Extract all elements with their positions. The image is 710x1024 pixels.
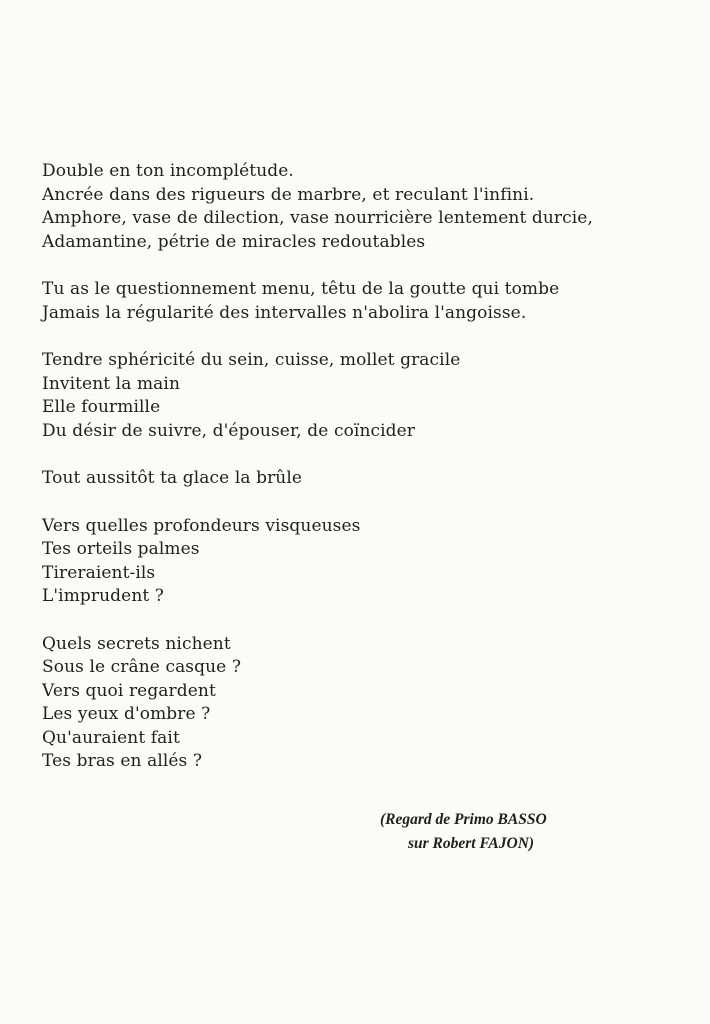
poem-line: Amphore, vase de dilection, vase nourricière lentement durcie,: [42, 208, 593, 228]
poem: [42, 160, 682, 798]
poem-line: Adamantine, pétrie de miracles redoutables: [42, 231, 426, 252]
poem-line: Vers quelles profondeurs visqueuses: [42, 515, 361, 536]
credit-line-2: sur Robert FAJON): [408, 835, 535, 852]
poem-line: Tireraient-ils: [42, 562, 156, 583]
poem-line: Les yeux d'ombre ?: [42, 704, 211, 724]
poem-line: Vers quoi regardent: [42, 680, 216, 701]
poem-line: Quels secrets nichent: [42, 633, 231, 654]
stanza-6: [42, 633, 682, 774]
poem-line: Jamais la régularité des intervalles n'abolira l'angoisse.: [42, 302, 527, 323]
poem-line: Invitent la main: [42, 373, 180, 394]
poem-line: Tu as le questionnement menu, têtu de la goutte qui tombe: [42, 279, 560, 299]
stanza-1: [42, 160, 682, 254]
poem-line: Double en ton incomplétude.: [42, 161, 294, 181]
stanza-4: [42, 467, 682, 491]
poem-line: L'imprudent ?: [42, 586, 165, 606]
stanza-5: [42, 515, 682, 609]
poem-line: Tes bras en allés ?: [42, 751, 203, 771]
poem-line: Sous le crâne casque ?: [42, 657, 242, 677]
poem-line: Tout aussitôt ta glace la brûle: [42, 468, 303, 488]
poem-line: Tes orteils palmes: [42, 539, 200, 559]
poem-line: Tendre sphéricité du sein, cuisse, mollet gracile: [42, 350, 461, 370]
stanza-2: [42, 278, 682, 325]
author-credit: [380, 808, 640, 856]
credit-line-1: (Regard de Primo BASSO: [380, 811, 547, 828]
poem-line: Qu'auraient fait: [42, 727, 180, 748]
stanza-3: [42, 349, 682, 443]
poem-line: Du désir de suivre, d'épouser, de coïncider: [42, 420, 416, 441]
poem-line: Elle fourmille: [42, 397, 161, 417]
poem-line: Ancrée dans des rigueurs de marbre, et reculant l'infini.: [42, 184, 535, 205]
